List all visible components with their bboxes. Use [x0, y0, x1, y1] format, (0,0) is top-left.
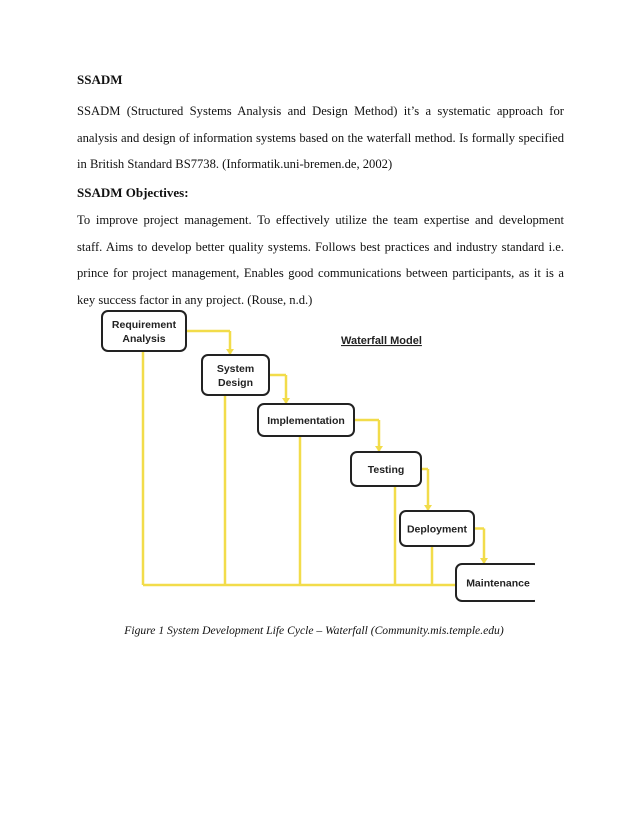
system-design-label: Design [217, 377, 254, 389]
implementation-box [258, 404, 354, 436]
deployment-box [400, 511, 474, 546]
implementation-label: Implementation [267, 415, 345, 427]
waterfall-diagram [95, 305, 535, 605]
stage-box-frame [102, 311, 186, 351]
system-design-label: System [216, 363, 255, 375]
requirement-analysis-label: Analysis [122, 333, 166, 345]
paragraph-objectives: To improve project management. To effectively utilize the team expertise and development staff. Aims to develop better quality systems. Follows best practices and industry standard i.e. prince for project management, Enables good communications between participants, as it is a key success factor in any project. (Rouse, n.d.) [77, 213, 564, 307]
stage-box-frame [202, 355, 269, 395]
requirement-analysis-label: Requirement [111, 319, 177, 331]
paragraph-ssadm-definition: SSADM (Structured Systems Analysis and Design Method) it’s a systematic approach for analysis and design of information systems based on the waterfall method. Is formally specified in British Standard BS7738. (Informatik.uni-bremen.de, 2002) [77, 104, 564, 171]
section-heading-ssadm: SSADM [77, 72, 123, 87]
figure-caption: Figure 1 System Development Life Cycle – Waterfall (Community.mis.temple.edu) [124, 624, 504, 637]
maintenance-box [456, 564, 535, 601]
diagram-title: Waterfall Model [341, 335, 422, 347]
deployment-label: Deployment [406, 523, 468, 536]
system-design-box [202, 355, 269, 395]
testing-label: Testing [367, 464, 405, 476]
testing-box [351, 452, 421, 486]
section-heading-objectives: SSADM Objectives: [77, 185, 189, 200]
stage-boxes [102, 311, 535, 601]
maintenance-label: Maintenance [466, 577, 530, 590]
requirement-analysis-box [102, 311, 186, 351]
